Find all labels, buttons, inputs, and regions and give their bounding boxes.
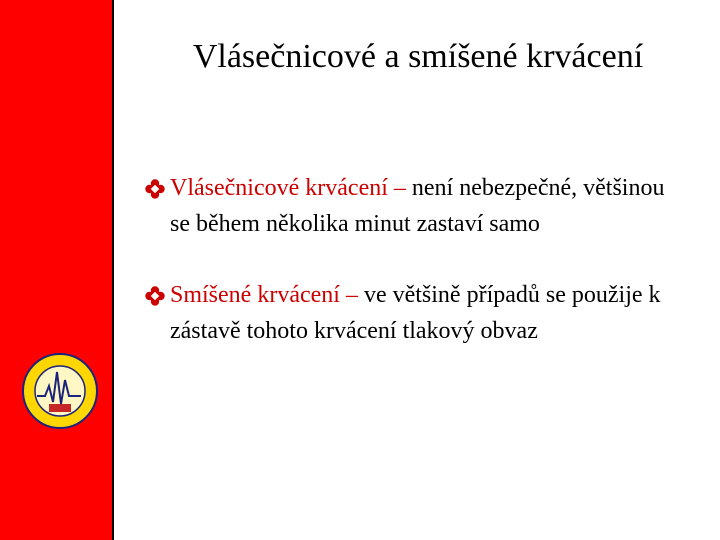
bullet-term: Vlásečnicové krvácení – bbox=[170, 175, 406, 201]
diamond-bullet-icon bbox=[145, 179, 165, 199]
left-red-band bbox=[0, 0, 114, 540]
slide-title: Vlásečnicové a smíšené krvácení bbox=[192, 38, 644, 75]
bullet-text: není nebezpečné, většinou se během několika minut zastaví samo bbox=[170, 175, 665, 237]
bullet-term: Smíšené krvácení – bbox=[170, 282, 358, 308]
bullet-item-mixed bbox=[146, 277, 666, 349]
school-logo bbox=[21, 352, 99, 430]
bullet-list bbox=[146, 170, 666, 384]
bullet-text: ve většině případů se použije k zástavě tohoto krvácení tlakový obvaz bbox=[170, 282, 661, 344]
diamond-bullet-icon bbox=[145, 286, 165, 306]
bullet-item-capillary bbox=[146, 170, 666, 242]
